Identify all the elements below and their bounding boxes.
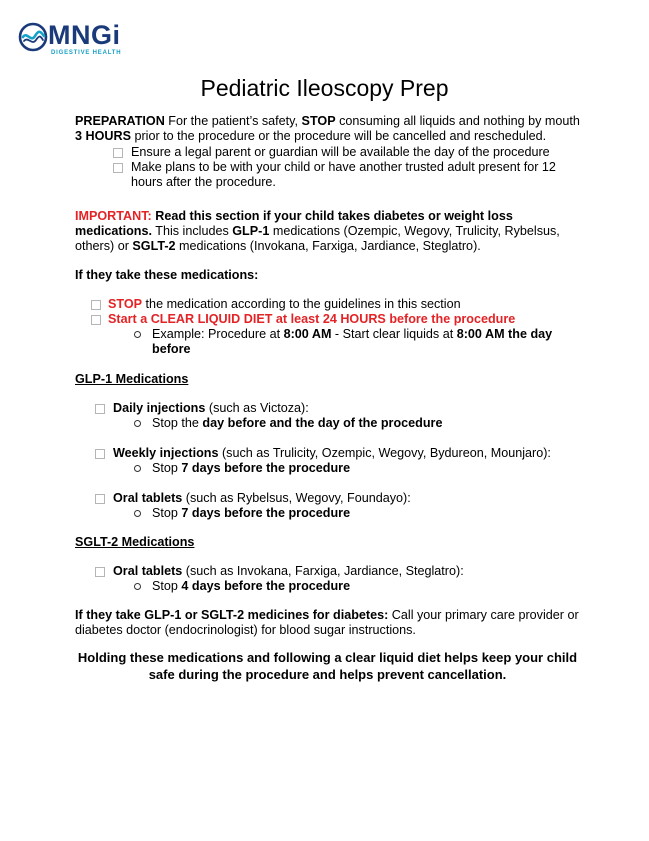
clear-liquid-diet-text: Start a CLEAR LIQUID DIET at least 24 HOURS before the procedure [108,312,516,326]
important-label: IMPORTANT: [75,209,152,223]
mngi-logo-icon [18,22,48,52]
stop-emphasis: STOP [301,114,336,128]
glp1-heading [75,372,580,387]
list-item-text: Ensure a legal parent or guardian will be available the day of the procedure [131,145,550,159]
list-item [75,401,580,416]
glp1-group [75,446,580,476]
instruction-item [75,461,580,476]
logo-tagline: DIGESTIVE HEALTH [51,50,122,56]
document-body [75,114,580,683]
med-examples: (such as Rybelsus, Wegovy, Foundayo): [182,491,411,505]
instruction-text: Stop [152,506,182,520]
list-item [75,564,580,579]
instruction-emphasis: 7 days before the procedure [181,461,351,475]
list-item [75,491,580,506]
list-item [113,145,573,160]
important-text: medications (Ozempic, Wegovy, Trulicity, Rybelsus, others) or [75,224,560,253]
list-item [75,312,580,327]
diabetes-paragraph [75,608,580,638]
preparation-label: PREPARATION [75,114,165,128]
preparation-list [113,145,573,190]
important-text: This includes [151,224,233,238]
checkbox-bullet-icon [113,148,123,158]
circle-bullet-icon [134,583,141,590]
instruction-item [75,579,580,594]
closing-statement: Holding these medications and following a clear liquid diet helps keep your child safe during the procedure and helps prevent cancellation. [77,650,578,682]
med-type: Oral tablets [113,491,183,505]
diabetes-text: Call your primary care provider or diabetes doctor (endocrinologist) for blood sugar instructions. [75,608,579,637]
list-item-text: the medication according to the guidelines in this section [142,297,461,311]
hours-emphasis: 3 HOURS [75,129,131,143]
important-text: medications (Invokana, Farxiga, Jardiance, Steglatro). [175,239,481,253]
glp1-heading-text: GLP-1 Medications [75,372,189,386]
example-time: 8:00 AM the day before [152,327,553,356]
example-text: Example: Procedure at [152,327,284,341]
logo-wordmark: MNGi [48,20,121,50]
important-paragraph [75,209,580,254]
circle-bullet-icon [134,420,141,427]
glp1-group [75,401,580,431]
example-time: 8:00 AM [283,327,332,341]
checkbox-bullet-icon [91,315,101,325]
checkbox-bullet-icon [91,300,101,310]
glp1-group [75,491,580,521]
instruction-item [75,506,580,521]
checkbox-bullet-icon [95,494,105,504]
list-item-text: Make plans to be with your child or have another trusted adult present for 12 hours after the procedure. [131,160,556,189]
instruction-text: Stop [152,461,182,475]
instruction-text: Stop the [152,416,203,430]
diabetes-bold-text: If they take GLP-1 or SGLT-2 medicines for diabetes: [75,608,389,622]
example-item [75,327,580,357]
checkbox-bullet-icon [95,404,105,414]
preparation-text: For the patient’s safety, [164,114,302,128]
stop-emphasis: STOP [108,297,143,311]
circle-bullet-icon [134,465,141,472]
if-take-heading-text: If they take these medications: [75,268,259,282]
instruction-emphasis: day before and the day of the procedure [202,416,443,430]
med-type: Daily injections [113,401,206,415]
list-item [113,160,573,190]
sglt2-heading-text: SGLT-2 Medications [75,535,195,549]
checkbox-bullet-icon [113,163,123,173]
preparation-text: prior to the procedure or the procedure will be cancelled and rescheduled. [130,129,547,143]
if-take-heading [75,268,580,283]
instruction-emphasis: 4 days before the procedure [181,579,351,593]
checkbox-bullet-icon [95,567,105,577]
med-examples: (such as Invokana, Farxiga, Jardiance, Steglatro): [182,564,464,578]
list-item [75,446,580,461]
med-type: Oral tablets [113,564,183,578]
page-title: Pediatric Ileoscopy Prep [200,75,449,101]
example-text: - Start clear liquids at [331,327,457,341]
checkbox-bullet-icon [95,449,105,459]
med-examples: (such as Victoza): [205,401,309,415]
if-take-list [75,297,580,357]
instruction-emphasis: 7 days before the procedure [181,506,351,520]
preparation-text: consuming all liquids and nothing by mouth [335,114,580,128]
sglt2-emphasis: SGLT-2 [132,239,176,253]
important-bold-text: Read this section if your child takes diabetes or weight loss medications. [75,209,513,238]
preparation-paragraph [75,114,580,144]
med-examples: (such as Trulicity, Ozempic, Wegovy, Bydureon, Mounjaro): [218,446,551,460]
sglt2-group [75,564,580,594]
med-type: Weekly injections [113,446,219,460]
sglt2-heading [75,535,580,550]
circle-bullet-icon [134,510,141,517]
list-item [75,297,580,312]
instruction-text: Stop [152,579,182,593]
circle-bullet-icon [134,331,141,338]
instruction-item [75,416,580,431]
glp1-emphasis: GLP-1 [232,224,270,238]
